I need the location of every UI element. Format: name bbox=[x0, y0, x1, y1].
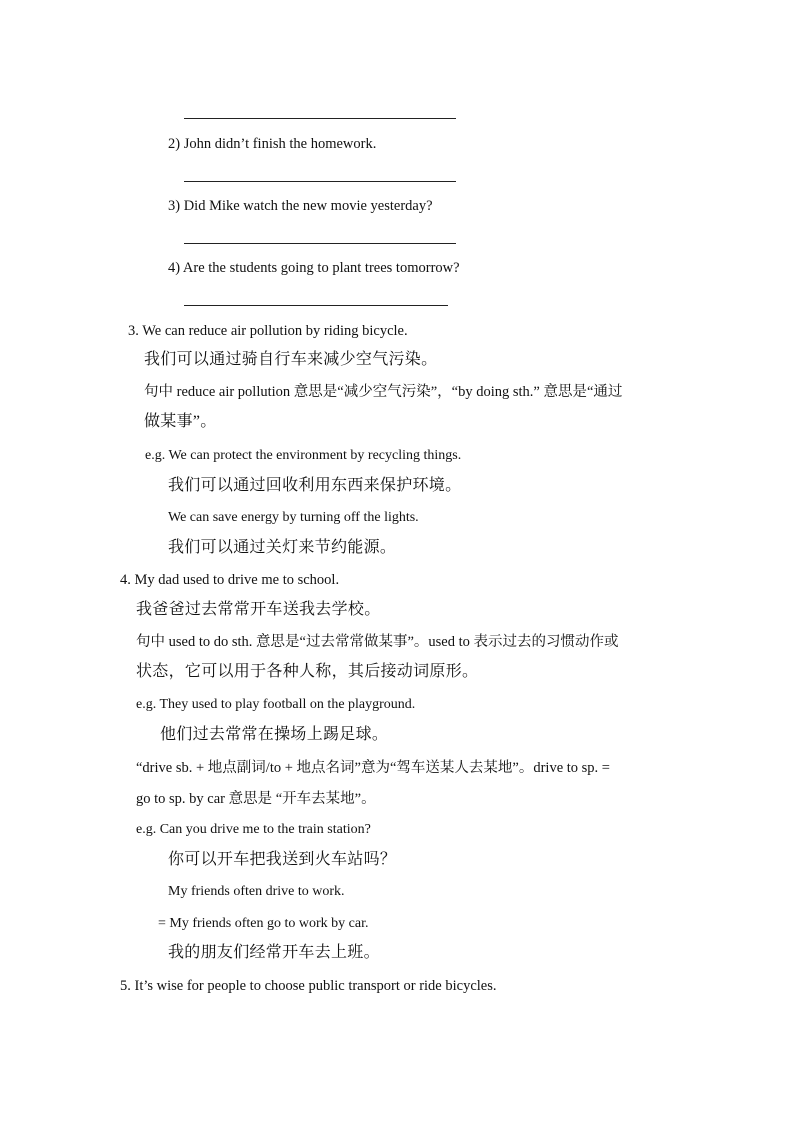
point4-example: My friends often drive to work. bbox=[168, 884, 345, 899]
point4-explanation-cont: 状态，它可以用于各种人称，其后接动词原形。 bbox=[136, 663, 479, 680]
point4-example-translation: 他们过去常常在操场上踢足球。 bbox=[160, 726, 389, 743]
point3-heading: 3. We can reduce air pollution by riding bicycle. bbox=[128, 323, 408, 339]
point4-example-translation: 我的朋友们经常开车去上班。 bbox=[168, 944, 380, 961]
point4-example-translation: 你可以开车把我送到火车站吗？ bbox=[168, 851, 397, 868]
exercise-item: 2) John didn’t finish the homework. bbox=[168, 136, 377, 152]
point3-example: e.g. We can protect the environment by recycling things. bbox=[145, 448, 462, 463]
point5-heading: 5. It’s wise for people to choose public transport or ride bicycles. bbox=[120, 978, 497, 994]
point4-example-equivalent: = My friends often go to work by car. bbox=[158, 916, 369, 931]
point3-example-translation: 我们可以通过回收利用东西来保护环境。 bbox=[168, 477, 462, 494]
answer-blank-line bbox=[184, 243, 456, 244]
answer-blank-line bbox=[184, 181, 456, 182]
point3-explanation: 句中 reduce air pollution 意思是“减少空气污染”，“by doing sth.” 意思是“通过 bbox=[144, 384, 623, 400]
point4-example: e.g. Can you drive me to the train station? bbox=[136, 822, 371, 837]
point3-translation: 我们可以通过骑自行车来减少空气污染。 bbox=[144, 351, 438, 368]
point4-translation: 我爸爸过去常常开车送我去学校。 bbox=[136, 601, 381, 618]
drive-usage-cont: go to sp. by car 意思是 “开车去某地”。 bbox=[136, 791, 376, 807]
point4-heading: 4. My dad used to drive me to school. bbox=[120, 572, 340, 588]
drive-usage: “drive sb. + 地点副词/to + 地点名词”意为“驾车送某人去某地”。drive to sp. = bbox=[136, 760, 610, 776]
point3-example: We can save energy by turning off the lights. bbox=[168, 510, 419, 525]
point4-explanation: 句中 used to do sth. 意思是“过去常常做某事”。used to 表示过去的习惯动作或 bbox=[136, 634, 619, 650]
point4-example: e.g. They used to play football on the playground. bbox=[136, 697, 416, 712]
answer-blank-line bbox=[184, 118, 456, 119]
answer-blank-line bbox=[184, 305, 448, 306]
point3-explanation-cont: 做某事”。 bbox=[144, 413, 217, 430]
exercise-item: 3) Did Mike watch the new movie yesterday? bbox=[168, 198, 433, 214]
point3-example-translation: 我们可以通过关灯来节约能源。 bbox=[168, 539, 397, 556]
exercise-item: 4) Are the students going to plant trees tomorrow? bbox=[168, 260, 460, 276]
